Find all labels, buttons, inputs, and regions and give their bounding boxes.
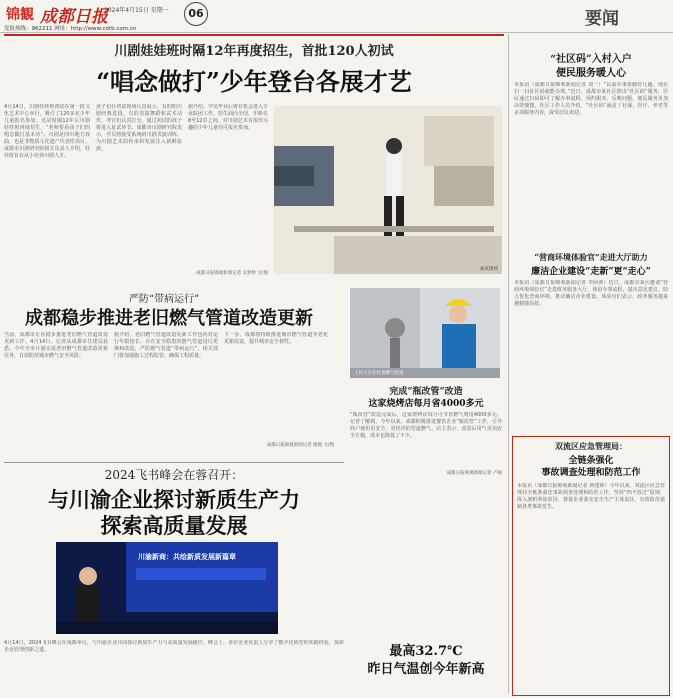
kicker: 完成“瓶改管”改造 [389,387,463,397]
opera-photo [274,106,502,274]
body-text: 本报讯（成都日报锦观新闻记者 蒋建林）今年以来，双流区应急管理局全链条强化事故调查处理和防范工作，坚持“四不放过”原则，深入剖析事故原因，督促企业落实安全生产主体责任，有效防范遏制各类事故发生。 [517,483,665,510]
article-feishu-summit [4,462,344,696]
body-text: 本报讯（成都日报锦观新闻记者 刘一）“以前办事要跑好几趟，现在扫一扫社区码就能办理。”近日，成都市某社区推出“社区码”服务，居民通过扫码即可了解办事流程、预约服务、反映问题，便民服务更加高效便捷。社区工作人员介绍，“社区码”涵盖了社保、医疗、养老等多项服务内容，深受居民欢迎。 [514,82,668,116]
byline: 成都日报锦观新闻记者 卢锡 [446,471,502,476]
body-text: “瓶改管”改造完成后，这家烧烤店每月可节省燃气费用4000多元。记者了解到，今年以来，成都积极推进餐饮企业“瓶改管”工作，引导商户使用更安全、更经济的管道燃气。店主表示，改造后用气更加安全方便，成本也降低了不少。 [350,412,502,439]
photo-illustration [274,106,502,274]
photo-caption: 工作人员在检查燃气管道 [354,371,404,376]
body-text: 4月14日，2024飞书峰会在成都举行，与川渝企业共同探讨新质生产力与高质量发展路径。峰会上，多位企业负责人分享了数字化转型的实践经验，探索企业管理创新之道。 [4,640,344,653]
article-gas-pipes [4,290,344,460]
body-column: 当前，成都市正在稳步推进老旧燃气管道改造更新工作。4月14日，记者从成都市住建局获悉，今年全市计划完成老旧燃气管道改造更新任务，有效防范城市燃气安全风险。 [4,332,108,359]
article-bbq-shop [350,384,502,482]
gas-worker-photo [350,288,500,378]
section-rule [4,462,344,463]
byline: 成都日报锦观新闻记者 吴梦婷 文/图 [196,271,268,276]
page-number: 06 [184,2,208,26]
headline: 成都稳步推进老旧燃气管道改造更新 [25,308,313,329]
body-column: 据介绍，学员毕业后将有机会进入专业院团工作。招生面向全国，年龄在8至12岁之间，对川剧艺术有浓厚兴趣的少年儿童均可报名参加。 [188,104,268,131]
body-column: 据介绍，老旧燃气管道改造更新工作包括对运行年限较长、存在安全隐患的燃气管道进行更换和改造，严防燃气管道“带病运行”。相关部门将加强施工过程监管，确保工程质量。 [114,332,218,359]
article-sichuan-opera [4,34,504,286]
kicker: “营商环境体验官”走进大厅助力 [534,252,648,262]
kicker: 严防“带病运行” [128,294,200,305]
headline-line2: 探索高质量发展 [100,513,248,538]
headline-line2: 昨日气温创今年新高 [367,662,485,677]
article-community-code [514,50,668,200]
body-column: 孩子们在初试现场认真展示，有的唱川剧经典选段，有的表演舞蹈和武术动作，考官们认真打分。通过初试的孩子将进入复试环节。成都市川剧研究院表示，学员将接受系统的川剧表演训练，为川剧艺术的传承和发展注入新鲜血液。 [96,104,182,152]
masthead [0,0,673,33]
column-divider [508,34,509,694]
section-rule [4,34,504,36]
body-column: 4月14日，川剧娃娃班初试在第一批文化艺术中心举行，吸引了120多名少年儿童报名参加。这是时隔12年后川剧娃娃班再度招生，“老师要看孩子们的唱念做打基本功”。川剧是四川地方戏曲，也是非物质文化遗产代表性项目。成都市川剧研究院相关负责人介绍，娃娃班旨在从小培养川剧人才。 [4,104,90,159]
headline-line2: 事故调查处理和防范工作 [541,468,641,478]
headline-line1: 与川渝企业探讨新质生产力 [48,487,300,512]
kicker: 川剧娃娃班时隔12年再度招生，首批120人初试 [114,44,394,59]
newspaper-title: 成都日报 [40,7,108,27]
photo-illustration [350,288,500,378]
headline-line1: 全链条强化 [568,456,614,466]
article-shuangliu-emergency [512,436,670,696]
article-business-environment [514,252,668,422]
dateline: 2024年4月15日 星期一 [104,7,169,14]
summit-photo [56,542,278,634]
hotline: 党报热线：962211 网址：http://www.cdrb.com.cn [4,26,137,32]
byline: 成都日报锦观新闻记者 杨甄 文/图 [266,443,334,448]
kicker: “社区码”入村入户 [550,54,632,65]
photo-banner: 川渝新商：共绘新质发展新篇章 [138,553,236,561]
section-title: 要闻 [585,9,619,29]
logo: 锦観 [6,7,34,23]
kicker: 双流区应急管理局： [555,441,627,451]
headline: 便民服务暖人心 [556,68,626,79]
headline: 廉洁企业建设“走新”更“走心” [531,267,651,277]
headline: 这家烧烤店每月省4000多元 [368,399,484,409]
body-text: 本报讯（成都日报锦观新闻记者 李阿黄）近日，成都市某区邀请“营商环境体验官”走进政务服务大厅，体验办事流程，提出意见建议，助力优化营商环境、推动廉洁企业建设。体验官们表示，政务服务越来越便捷高效。 [514,280,668,307]
headline: “唱念做打”少年登台各展才艺 [96,67,412,96]
weather-story [350,640,502,696]
kicker: 2024飞书峰会在蓉召开： [104,468,244,482]
photo-caption: 初试现场 [480,267,498,272]
headline-line1: 最高32.7℃ [389,644,463,659]
body-column: 下一步，成都将持续推进城市燃气管道等老化更新改造，提升城市安全韧性。 [224,332,328,345]
